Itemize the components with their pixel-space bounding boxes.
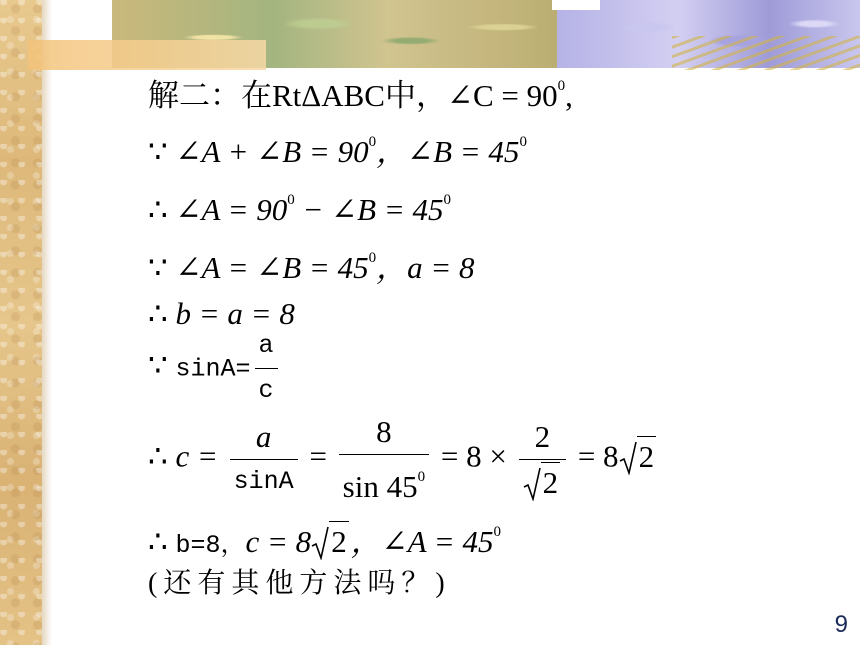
line-c-computation	[148, 412, 658, 507]
fraction-denominator: sinA	[230, 459, 298, 502]
degree-sup: 0	[557, 78, 566, 94]
banner-gap	[552, 0, 600, 10]
angle-c: ∠C = 90	[446, 78, 558, 113]
fraction-denominator	[519, 459, 567, 503]
sqrt: 2	[523, 462, 563, 503]
degree-sup: 0	[519, 134, 527, 150]
angle-a-expr: ∠A = 90	[175, 192, 288, 227]
sqrt: 2	[619, 436, 659, 477]
degree-sup: 0	[368, 250, 377, 266]
because-symbol: ∵	[148, 347, 168, 383]
fraction-denominator: c	[255, 368, 278, 411]
line-angle-sum	[148, 122, 527, 172]
intro-tail: ,	[565, 78, 573, 113]
c-lhs: c =	[175, 438, 218, 474]
fraction-2-over-root2	[519, 417, 567, 503]
side-a-value: ，a = 8	[376, 250, 475, 285]
angle-sum-expr: ∠A + ∠B = 90	[175, 134, 369, 169]
because-symbol: ∵	[148, 134, 168, 169]
fraction-8-over-sin45	[339, 412, 429, 507]
line-angles-equal	[148, 238, 475, 288]
equals-sign: =	[309, 438, 327, 474]
angles-equal-expr: ∠A = ∠B = 45	[175, 250, 369, 285]
radical-icon	[523, 467, 541, 501]
b-equals-a-expr: b = a = 8	[175, 296, 295, 331]
c-value: c = 8	[245, 524, 312, 559]
line-angle-a	[148, 180, 451, 230]
fraction-numerator: 8	[376, 414, 392, 449]
radical-icon	[619, 441, 637, 475]
fraction-denominator: $\sin 45^0$	[339, 454, 429, 507]
page-number: 9	[834, 611, 848, 638]
line-sin-definition	[148, 326, 282, 411]
fraction-numerator: a	[258, 331, 274, 360]
degree-sup: 0	[368, 134, 377, 150]
degree-sup: 0	[443, 192, 452, 208]
line-solution-intro	[148, 66, 573, 116]
fraction-a-over-sina	[230, 417, 298, 502]
angle-a-final: ，∠A = 45	[350, 524, 494, 559]
therefore-symbol: ∴	[148, 438, 168, 474]
fraction-numerator: a	[255, 419, 272, 454]
degree-sup: 0	[493, 524, 501, 540]
paper-texture-strip	[0, 0, 42, 645]
fraction-numerator: 2	[534, 418, 551, 454]
other-methods-question: (还有其他方法吗？)	[148, 568, 451, 599]
banner-grass-stalks	[672, 36, 860, 70]
paper-edge-shadow	[42, 0, 52, 645]
line-final-answer	[148, 512, 501, 566]
therefore-symbol: ∴	[148, 524, 168, 559]
sin-lhs: sinA=	[175, 354, 251, 384]
equals-result: = 8	[577, 438, 619, 474]
sin-fraction	[255, 326, 278, 411]
because-symbol: ∵	[148, 250, 168, 285]
angle-a-mid: − ∠B = 45	[294, 192, 444, 227]
degree-sup: 0	[287, 192, 295, 208]
sqrt: 2	[311, 521, 351, 562]
angle-b-expr: ，∠B = 45	[376, 134, 520, 169]
line-other-methods	[148, 564, 451, 604]
intro-prefix: 解二：在RtΔABC中，	[148, 78, 447, 113]
therefore-symbol: ∴	[148, 192, 168, 227]
therefore-symbol: ∴	[148, 296, 168, 331]
radical-icon	[311, 526, 329, 560]
b-value: b=8，	[175, 531, 246, 560]
times-expr: = 8 ×	[440, 438, 507, 474]
